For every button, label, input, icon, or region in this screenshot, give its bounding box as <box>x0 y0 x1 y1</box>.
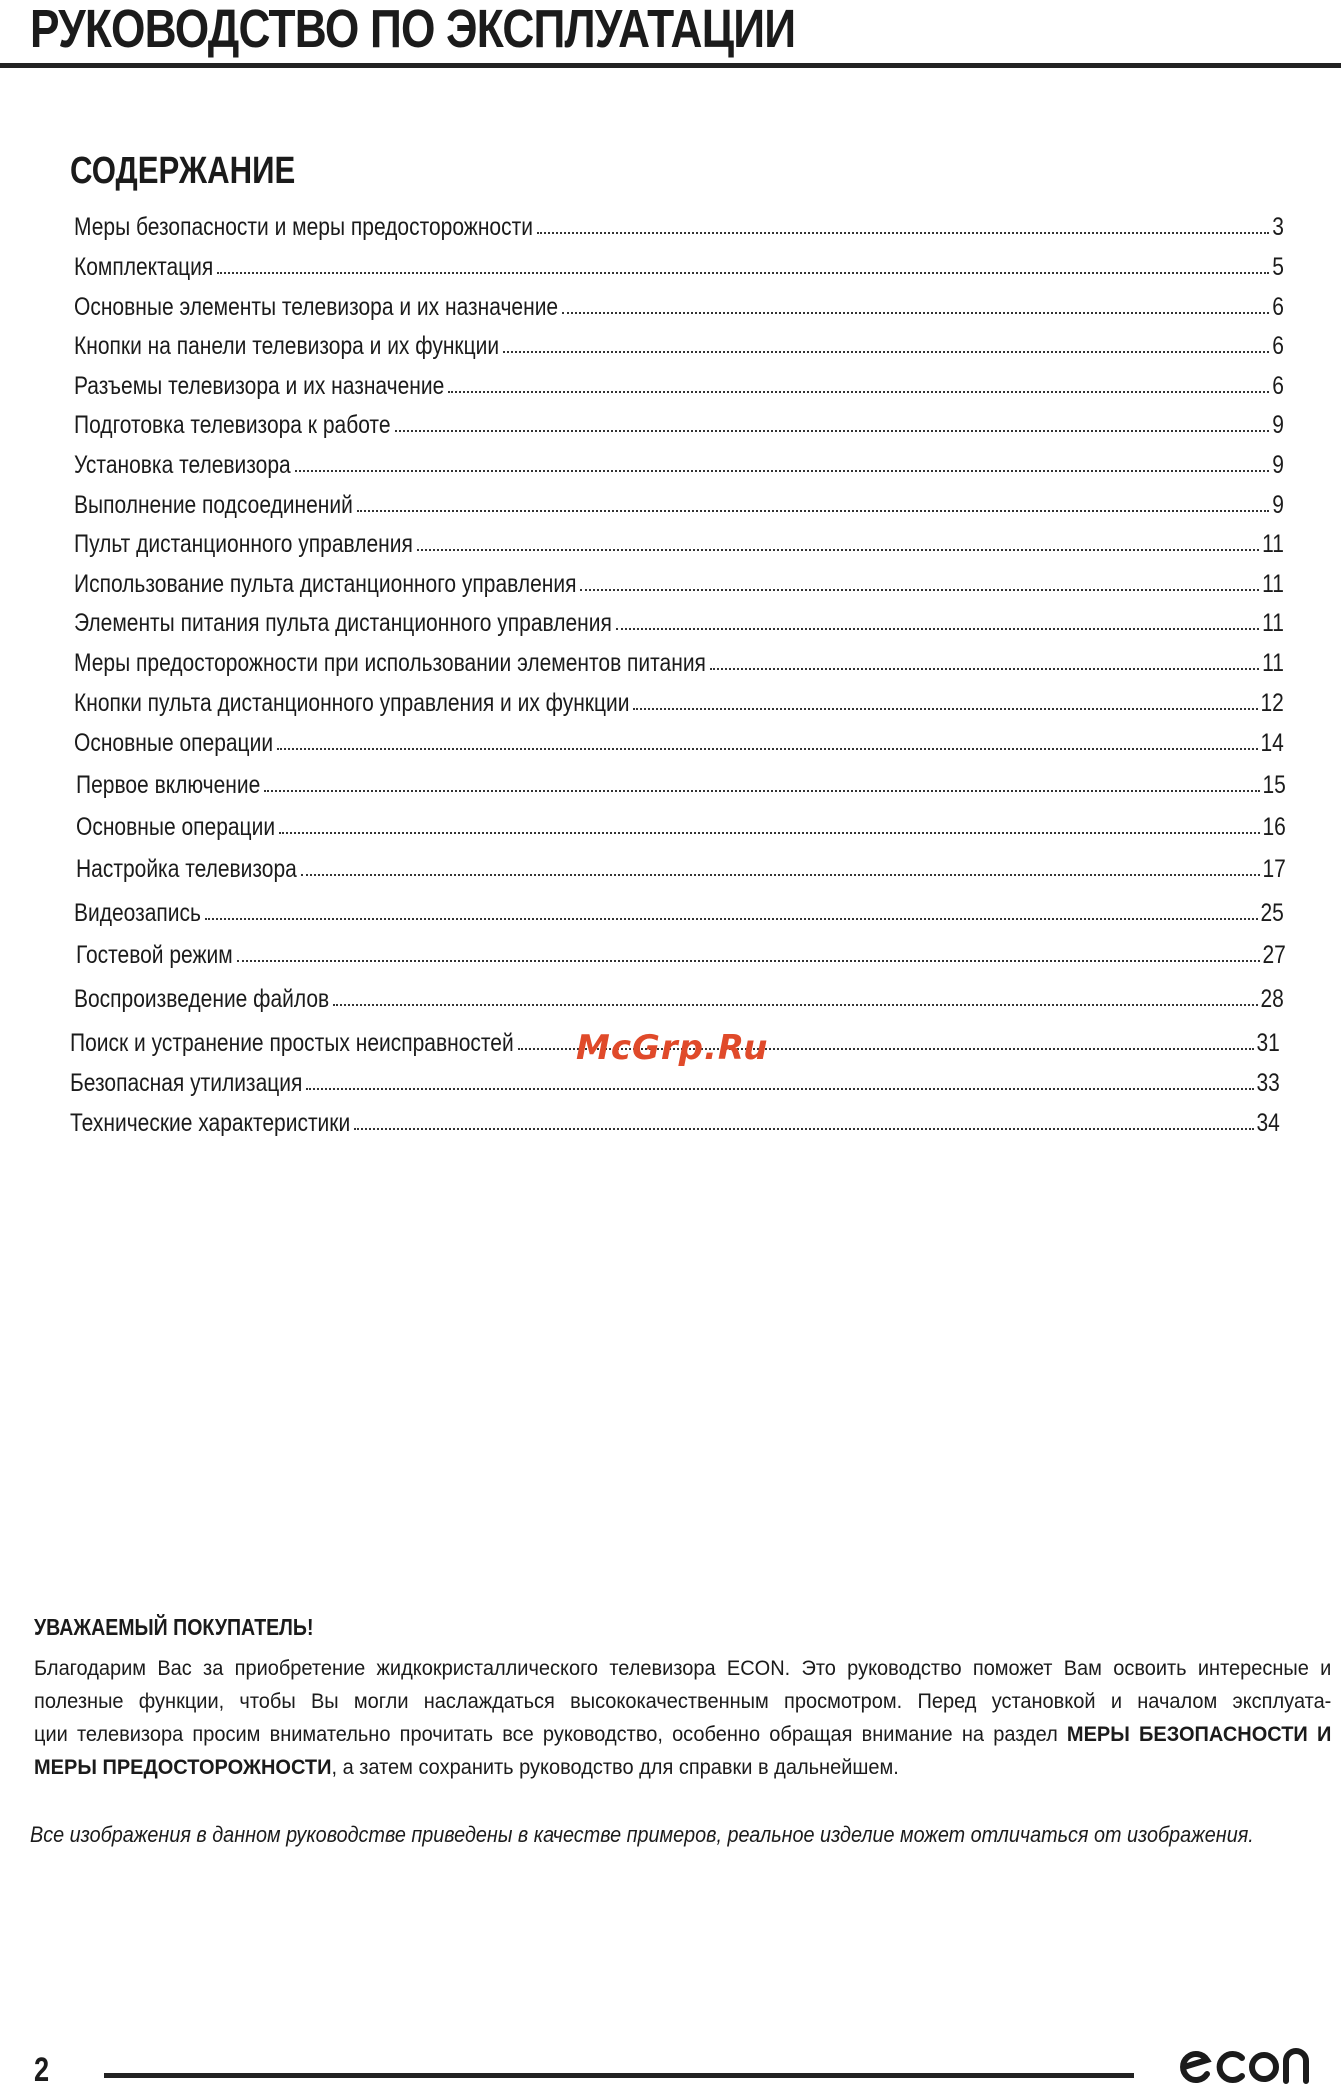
toc-item-label: Пульт дистанционного управления <box>74 530 413 558</box>
toc-item-page: 16 <box>1262 813 1286 841</box>
toc-item-page: 27 <box>1262 941 1286 969</box>
toc-item-label: Первое включение <box>76 771 261 799</box>
toc-leader-dots <box>562 312 1269 314</box>
toc-item <box>70 1104 1280 1138</box>
toc-leader-dots <box>354 1128 1253 1130</box>
toc-item-label: Меры безопасности и меры предосторожности <box>74 213 533 241</box>
toc-item-label: Комплектация <box>74 253 214 281</box>
toc-item-label: Основные операции <box>76 813 276 841</box>
toc-leader-dots <box>333 1004 1257 1006</box>
toc-item-page: 11 <box>1262 609 1284 637</box>
toc-item-label: Гостевой режим <box>76 941 233 969</box>
toc-item <box>76 766 1286 800</box>
toc-item <box>74 486 1284 520</box>
toc-item-label: Технические характеристики <box>70 1109 351 1137</box>
toc-item-page: 9 <box>1272 411 1284 439</box>
toc-leader-dots <box>205 918 1258 920</box>
toc-item <box>74 644 1284 678</box>
greeting-line: Благодарим Вас за приобретение жидкокристаллического телевизора ECON. Это руководство поможет Вам освоить интересные и <box>34 1656 1332 1680</box>
toc-leader-dots <box>264 790 1259 792</box>
toc-item-label: Подготовка телевизора к работе <box>74 411 391 439</box>
toc-leader-dots <box>295 470 1270 472</box>
toc-leader-dots <box>357 510 1269 512</box>
toc-item-page: 9 <box>1272 451 1284 479</box>
toc-item-label: Поиск и устранение простых неисправностей <box>70 1029 514 1057</box>
greeting-line: полезные функции, чтобы Вы могли наслаждаться высококачественным просмотром. Перед установкой и началом эксплуата- <box>34 1689 1332 1713</box>
toc-item-page: 11 <box>1262 530 1284 558</box>
toc-item-page: 11 <box>1262 570 1284 598</box>
toc-item-page: 15 <box>1262 771 1286 799</box>
toc-item-label: Кнопки пульта дистанционного управления и их функции <box>74 689 630 717</box>
toc-item <box>74 894 1284 928</box>
toc-leader-dots <box>710 668 1259 670</box>
toc-item <box>76 850 1286 884</box>
greeting-text: , а затем сохранить руководство для справки в дальнейшем. <box>331 1755 899 1779</box>
toc-item <box>74 367 1284 401</box>
header-divider <box>0 63 1341 68</box>
toc-leader-dots <box>503 351 1269 353</box>
toc-item <box>70 1064 1280 1098</box>
toc-item <box>74 980 1284 1014</box>
greeting-line <box>34 1751 1331 1784</box>
toc-item <box>74 327 1284 361</box>
toc-item-page: 11 <box>1262 649 1284 677</box>
toc-leader-dots <box>301 874 1260 876</box>
toc-item-page: 28 <box>1260 985 1284 1013</box>
toc-item-page: 6 <box>1272 372 1284 400</box>
toc-leader-dots <box>395 430 1270 432</box>
toc-item <box>76 936 1286 970</box>
toc-item <box>74 565 1284 599</box>
toc-item-page: 9 <box>1272 491 1284 519</box>
toc-item <box>74 724 1284 758</box>
toc-item-page: 33 <box>1256 1069 1280 1097</box>
toc-item <box>74 288 1284 322</box>
toc-item <box>74 525 1284 559</box>
toc-item <box>74 208 1284 242</box>
toc-item-label: Установка телевизора <box>74 451 291 479</box>
disclaimer-note: Все изображения в данном руководстве приведены в качестве примеров, реальное изделие может отличаться от изображения. <box>30 1822 1254 1847</box>
greeting-paragraph <box>34 1652 1332 1784</box>
toc-item-page: 25 <box>1260 899 1284 927</box>
toc-item-page: 3 <box>1272 213 1284 241</box>
toc-item-page: 31 <box>1256 1029 1280 1057</box>
toc-item <box>76 808 1286 842</box>
toc-leader-dots <box>448 391 1269 393</box>
toc-item-label: Настройка телевизора <box>76 855 297 883</box>
toc-item <box>74 684 1284 718</box>
toc-leader-dots <box>277 748 1258 750</box>
toc-title: СОДЕРЖАНИЕ <box>70 150 296 192</box>
toc-item-label: Основные операции <box>74 729 274 757</box>
document-title: РУКОВОДСТВО ПО ЭКСПЛУАТАЦИИ <box>30 0 796 59</box>
greeting-text: ции телевизора просим внимательно прочитать все руководство, особенно обращая внимание на раздел <box>34 1722 1067 1746</box>
toc-item-label: Воспроизведение файлов <box>74 985 330 1013</box>
greeting-emphasis: МЕРЫ ПРЕДОСТОРОЖНОСТИ <box>34 1755 332 1779</box>
toc-item-page: 14 <box>1260 729 1284 757</box>
greeting-line <box>34 1718 1331 1751</box>
toc-item-label: Разъемы телевизора и их назначение <box>74 372 445 400</box>
toc-item-label: Видеозапись <box>74 899 201 927</box>
toc-leader-dots <box>417 549 1259 551</box>
watermark: McGrp.Ru <box>576 1028 769 1068</box>
toc-item-label: Использование пульта дистанционного управления <box>74 570 577 598</box>
toc-item-page: 17 <box>1262 855 1286 883</box>
greeting-heading: УВАЖАЕМЫЙ ПОКУПАТЕЛЬ! <box>34 1614 314 1640</box>
toc-item <box>74 406 1284 440</box>
econ-logo <box>1176 2047 1316 2087</box>
toc-item-label: Безопасная утилизация <box>70 1069 303 1097</box>
toc-item-page: 5 <box>1272 253 1284 281</box>
greeting-emphasis: МЕРЫ БЕЗОПАСНОСТИ И <box>1066 1722 1332 1746</box>
toc-item <box>74 446 1284 480</box>
toc-item-label: Основные элементы телевизора и их назначение <box>74 293 559 321</box>
footer-divider <box>104 2073 1134 2078</box>
toc-leader-dots <box>279 832 1260 834</box>
toc-leader-dots <box>537 232 1269 234</box>
toc-item-page: 34 <box>1256 1109 1280 1137</box>
toc-item-page: 12 <box>1260 689 1284 717</box>
toc-item-label: Элементы питания пульта дистанционного управления <box>74 609 612 637</box>
toc-item-page: 6 <box>1272 293 1284 321</box>
toc-leader-dots <box>306 1088 1253 1090</box>
toc-leader-dots <box>633 708 1257 710</box>
toc-leader-dots <box>580 589 1259 591</box>
toc-item-label: Выполнение подсоединений <box>74 491 353 519</box>
toc-item-label: Меры предосторожности при использовании элементов питания <box>74 649 706 677</box>
toc-leader-dots <box>237 960 1260 962</box>
toc-item-label: Кнопки на панели телевизора и их функции <box>74 332 500 360</box>
toc-item <box>74 248 1284 282</box>
toc-item <box>74 604 1284 638</box>
toc-leader-dots <box>217 272 1269 274</box>
page-number: 2 <box>34 2051 50 2089</box>
toc-leader-dots <box>616 628 1259 630</box>
toc-item-page: 6 <box>1272 332 1284 360</box>
